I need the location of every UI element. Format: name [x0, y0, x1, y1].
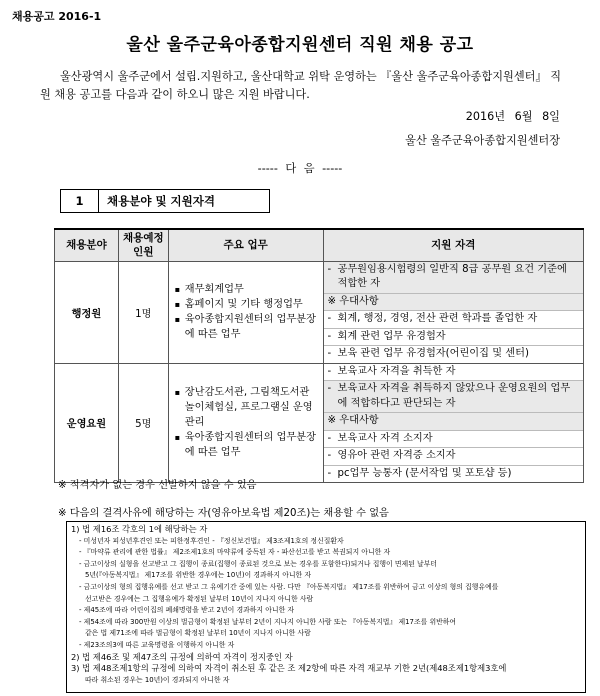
qualification-item: - 공무원임용시험령의 일반직 8급 공무원 요건 기준에 적합한 자: [324, 262, 584, 294]
header-qualifications: 지원 자격: [323, 229, 584, 261]
section-title: 채용분야 및 지원자격: [107, 194, 215, 208]
table-row: [55, 261, 584, 363]
hire-count: 5명: [118, 363, 168, 483]
duty-item: ▪ 육아종합지원센터의 업무분장에 따른 업무: [175, 430, 319, 460]
qualification-item: - 회계 관련 업무 유경험자: [324, 329, 584, 347]
qualification-item: - 보육교사 자격을 취득하지 않았으나 운영요원의 업무에 적합하다고 판단되는 자: [324, 381, 584, 413]
disqualification-line: - 미성년자 피성년후견인 또는 피한정후견인 - 『정신보건법』 제3조제1호의 정신질환자: [79, 536, 344, 545]
disqualification-line: 5년(『아동복지법』 제17조를 위반한 경우에는 10년)이 경과하지 아니한 자: [85, 571, 312, 580]
issuer-name: 울산 울주군육아종합지원센터장: [405, 134, 560, 147]
subheading: ----- 다 음 -----: [257, 162, 343, 175]
disqualification-line: 1) 법 제16조 각호의 1에 해당하는 자: [71, 524, 208, 534]
duty-item: ▪ 홈페이지 및 기타 행정업무: [175, 297, 319, 312]
note-disqualification: ※ 다음의 결격사유에 해당하는 자(영유아보육법 제20조)는 채용할 수 없음: [58, 508, 389, 519]
disqualification-box: [66, 521, 586, 693]
disqualification-line: 같은 법 제71조에 따라 벌금형이 확정된 날부터 10년이 지나지 아니한 사람: [85, 629, 311, 638]
disqualification-line: - 금고이상의 실형을 선고받고 그 집행이 종료(집행이 종료된 것으로 보는 경우를 포함한다)되거나 집행이 면제된 날부터: [79, 559, 438, 568]
disqualification-line: - 금고이상의 형의 집행유예를 선고 받고 그 유예기간 중에 있는 사람. 다만 『아동복지법』 제17조를 위반하여 금고 이상의 형의 집행유예를: [79, 582, 499, 591]
header-count: 채용예정 인원: [118, 229, 168, 261]
qualification-item: - 보육 관련 업무 유경험자(어린이집 및 센터): [327, 348, 529, 359]
field-name: 행정원: [55, 261, 119, 363]
duties-cell: [168, 363, 323, 483]
disqualification-line: - 제45조에 따라 어린이집의 폐쇄명령을 받고 2년이 경과하지 아니한 자: [79, 606, 295, 615]
disqualification-line: 3) 법 제48조제1항의 규정에 의하여 자격이 취소된 후 같은 조 제2항에 따른 자격 재교부 기한 2년(제48조제1항제3호에: [71, 663, 507, 674]
qualification-item: - 보육교사 자격 소지자: [324, 431, 584, 449]
duties-cell: [168, 261, 323, 363]
table-row: [55, 363, 584, 483]
disqualification-line: - 『마약류 관리에 관한 법률』 제2조제1호의 마약류에 중독된 자 - 파산선고를 받고 복권되지 아니한 자: [79, 548, 391, 557]
qualification-item: - pc업무 능통자 (문서작업 및 포토샵 등): [327, 467, 512, 479]
duty-item: ▪ 장난감도서관, 그림책도서관 놀이체험실, 프로그램실 운영 관리: [175, 385, 319, 430]
preference-heading: ※ 우대사항: [324, 413, 584, 431]
notice-date: 2016년 6월 8일: [465, 110, 560, 123]
disqualification-line: - 제54조에 따라 300만원 이상의 벌금형이 확정된 날부터 2년이 지나지 아니한 사람 또는 『아동복지법』 제17조를 위반하여: [79, 617, 457, 626]
qualification-item: - 영유아 관련 자격증 소지자: [324, 448, 584, 466]
hire-count: 1명: [118, 261, 168, 363]
recruitment-table: [54, 228, 584, 483]
preference-heading: ※ 우대사항: [324, 294, 584, 312]
duty-item: ▪ 재무회계업무: [175, 282, 319, 297]
table-header-row: [55, 229, 584, 261]
section-heading: [60, 189, 270, 213]
qualification-item: - 보육교사 자격을 취득한 자: [324, 364, 584, 382]
qualifications-cell: [323, 363, 584, 483]
page-title: 울산 울주군육아종합지원센터 직원 채용 공고: [126, 35, 474, 55]
disqualification-line: - 제23조의3에 따른 교육명령을 이행하지 아니한 자: [79, 640, 235, 649]
disqualification-line: 따라 취소된 경우는 10년)이 경과되지 아니한 자: [85, 675, 230, 684]
duty-item: ▪ 육아종합지원센터의 업무분장에 따른 업무: [175, 312, 319, 342]
header-duties: 주요 업무: [168, 229, 323, 261]
disqualification-line: 선고받은 경우에는 그 집행유예가 확정된 날부터 10년이 지나지 아니한 사람: [85, 594, 314, 603]
qualifications-cell: [323, 261, 584, 363]
header-field: 채용분야: [55, 229, 119, 261]
qualification-item: - 회계, 행정, 경영, 전산 관련 학과를 졸업한 자: [324, 311, 584, 329]
note-no-qualified: ※ 적격자가 없는 경우 선발하지 않을 수 있음: [58, 480, 257, 491]
disqualification-line: 2) 법 제46조 및 제47조의 규정에 의하여 자격이 정지중인 자: [71, 651, 293, 662]
section-number: 1: [61, 190, 99, 212]
notice-number: 채용공고 2016-1: [12, 10, 102, 23]
intro-paragraph: 울산광역시 울주군에서 설립.지원하고, 울산대학교 위탁 운영하는 『울산 울주군육아종합지원센터』 직원 채용 공고를 다음과 같이 하오니 많은 지원 바랍니다.: [40, 70, 562, 101]
field-name: 운영요원: [55, 363, 119, 483]
